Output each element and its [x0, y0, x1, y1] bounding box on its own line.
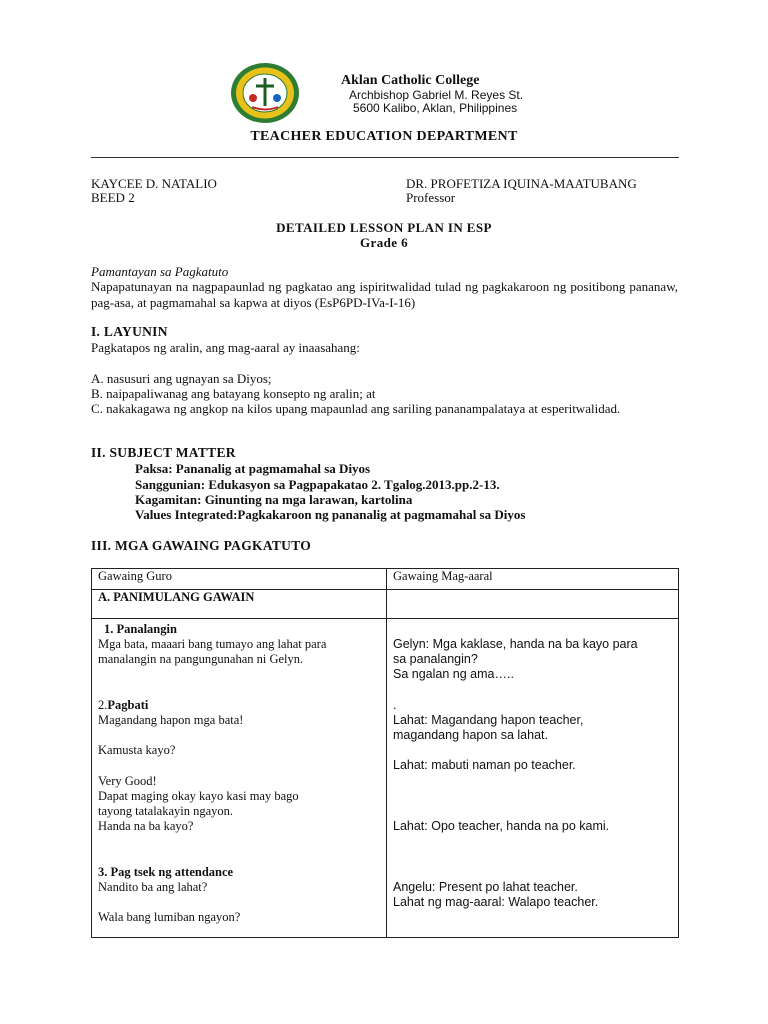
- gelyn-line-1: Gelyn: Mga kaklase, handa na ba kayo para: [393, 637, 638, 651]
- objective-c: C. nakakagawa ng angkop na kilos upang mapaunlad ang sariling pananampalataya at esperitwalidad.: [91, 401, 621, 416]
- college-seal-logo: [230, 62, 300, 124]
- sanggunian-line: Sanggunian: Edukasyon sa Pagpapakatao 2. Tgalog.2013.pp.2-13.: [135, 477, 500, 492]
- objective-a: A. nasusuri ang ugnayan sa Diyos;: [91, 371, 272, 386]
- mabuti-line: Lahat: mabuti naman po teacher.: [393, 758, 576, 772]
- gelyn-line-3: Sa ngalan ng ama…..: [393, 667, 514, 681]
- panalangin-title: 1. Panalangin: [104, 622, 177, 636]
- address-line-2: 5600 Kalibo, Aklan, Philippines: [353, 101, 518, 115]
- standard-text: Napapatunayan na nagpapaunlad ng pagkatao ang ispiritwalidad tulad ng pagkakaroon ng positibong pananaw, pag-asa, at pagmamahal sa kapwa at diyos (EsP6PD-IVa-I-16): [91, 279, 678, 310]
- lesson-title: DETAILED LESSON PLAN IN ESP: [276, 220, 492, 235]
- pagbati-line-1: Magandang hapon mga bata!: [98, 713, 244, 727]
- student-course: BEED 2: [91, 190, 135, 205]
- attendance-title: 3. Pag tsek ng attendance: [98, 865, 234, 879]
- layunin-heading: I. LAYUNIN: [91, 324, 168, 339]
- professor-title: Professor: [406, 190, 456, 205]
- address-line-1: Archbishop Gabriel M. Reyes St.: [349, 88, 524, 102]
- section-a-empty-cell: [387, 590, 679, 619]
- gelyn-line-2: sa panalangin?: [393, 652, 478, 666]
- values-line: Values Integrated:Pagkakaroon ng pananalig at pagmamahal sa Diyos: [135, 507, 526, 522]
- nandito-line: Nandito ba ang lahat?: [98, 880, 208, 894]
- very-good-line: Very Good!: [98, 774, 157, 788]
- pagbati-label: Pagbati: [107, 698, 149, 712]
- column-header-student: Gawaing Mag-aaral: [387, 569, 679, 590]
- dapat-line-2: tayong tatalakayin ngayon.: [98, 804, 234, 818]
- lumiban-line: Wala bang lumiban ngayon?: [98, 910, 241, 924]
- lesson-activities-table: [91, 568, 679, 938]
- column-header-teacher: Gawaing Guro: [92, 569, 387, 590]
- panalangin-line-2: manalangin na pangungunahan ni Gelyn.: [98, 652, 304, 666]
- teacher-activities-cell: [92, 619, 387, 938]
- lahat-greeting-line-2: magandang hapon sa lahat.: [393, 728, 548, 742]
- layunin-intro: Pagkatapos ng aralin, ang mag-aaral ay inaasahang:: [91, 340, 360, 355]
- panalangin-line-1: Mga bata, maaari bang tumayo ang lahat para: [98, 637, 327, 651]
- kamusta-line: Kamusta kayo?: [98, 743, 176, 757]
- pagbati-number: 2.: [98, 698, 108, 712]
- angelu-line: Angelu: Present po lahat teacher.: [393, 880, 578, 894]
- professor-name: DR. PROFETIZA IQUINA-MAATUBANG: [406, 176, 637, 191]
- student-activities-cell: [387, 619, 679, 938]
- lesson-grade: Grade 6: [360, 235, 408, 250]
- standard-label: Pamantayan sa Pagkatuto: [91, 264, 229, 279]
- header-divider: [91, 157, 679, 158]
- section-a-title: A. PANIMULANG GAWAIN: [92, 590, 387, 619]
- student-name: KAYCEE D. NATALIO: [91, 176, 217, 191]
- college-name: Aklan Catholic College: [341, 73, 480, 88]
- lahat-greeting-line-1: Lahat: Magandang hapon teacher,: [393, 713, 584, 727]
- paksa-line: Paksa: Pananalig at pagmamahal sa Diyos: [135, 461, 371, 476]
- pagbati-title: [98, 698, 148, 713]
- kagamitan-line: Kagamitan: Ginunting na mga larawan, kartolina: [135, 492, 413, 507]
- department-title: TEACHER EDUCATION DEPARTMENT: [250, 129, 518, 144]
- opo-line: Lahat: Opo teacher, handa na po kami.: [393, 819, 610, 833]
- walapo-line: Lahat ng mag-aaral: Walapo teacher.: [393, 895, 599, 909]
- objective-b: B. naipapaliwanag ang batayang konsepto ng aralin; at: [91, 386, 376, 401]
- handa-line: Handa na ba kayo?: [98, 819, 194, 833]
- dot-line: .: [393, 698, 397, 712]
- dapat-line-1: Dapat maging okay kayo kasi may bago: [98, 789, 299, 803]
- activities-heading: III. MGA GAWAING PAGKATUTO: [91, 538, 312, 553]
- subject-matter-heading: II. SUBJECT MATTER: [91, 445, 236, 460]
